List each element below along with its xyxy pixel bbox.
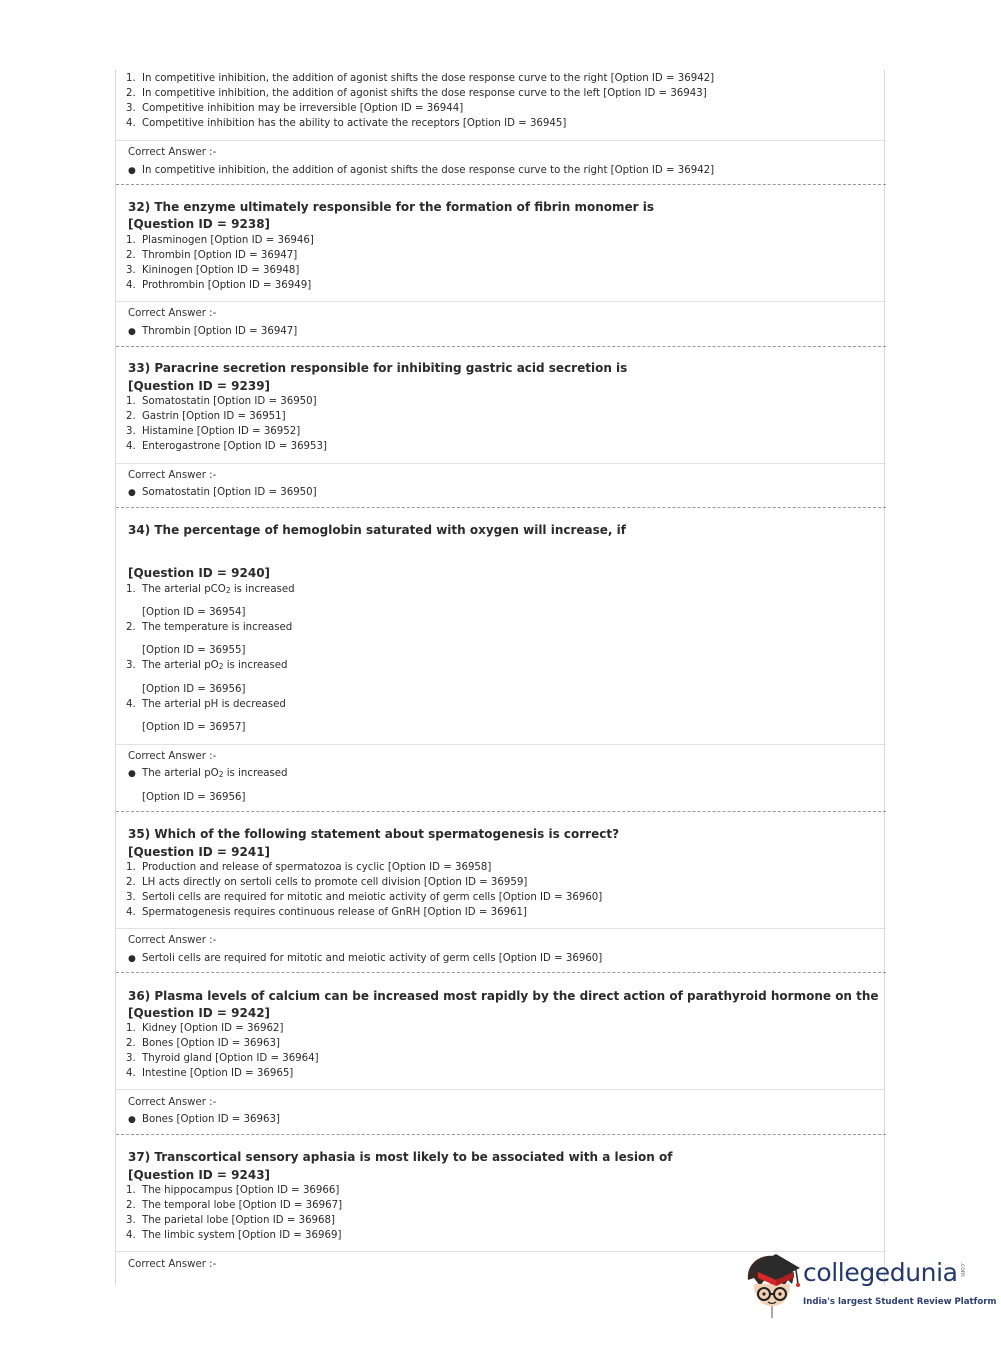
option-item: 3. Histamine [Option ID = 36952]	[126, 426, 301, 437]
question-id: [Question ID = 9239]	[128, 379, 271, 393]
question-id: [Question ID = 9243]	[128, 1168, 271, 1182]
option-item: 3. Thyroid gland [Option ID = 36964]	[126, 1053, 319, 1064]
option-item: 2. Bones [Option ID = 36963]	[126, 1038, 280, 1049]
option-item: 3. The parietal lobe [Option ID = 36968]	[126, 1215, 335, 1226]
question-id: [Question ID = 9241]	[128, 845, 271, 859]
collegedunia-logo	[740, 1250, 997, 1320]
bullet-icon: ●	[128, 488, 136, 498]
option-item: 1. The hippocampus [Option ID = 36966]	[126, 1185, 340, 1196]
divider	[116, 463, 886, 464]
divider	[116, 928, 886, 929]
question-title: 32) The enzyme ultimately responsible for the formation of fibrin monomer is	[128, 200, 655, 214]
option-item: 1. Plasminogen [Option ID = 36946]	[126, 235, 314, 246]
question-title: 33) Paracrine secretion responsible for inhibiting gastric acid secretion is	[128, 361, 628, 375]
brand-name: collegedunia	[803, 1258, 958, 1287]
question-divider	[116, 346, 886, 347]
question-title: 34) The percentage of hemoglobin saturated with oxygen will increase, if	[128, 523, 626, 537]
question-divider	[116, 811, 886, 812]
option-item: 4. Spermatogenesis requires continuous release of GnRH [Option ID = 36961]	[126, 907, 528, 918]
option-id: [Option ID = 36955]	[142, 645, 246, 656]
correct-answer: ● Sertoli cells are required for mitotic and meiotic activity of germ cells [Option ID = 36960]	[128, 953, 603, 964]
option-item: 2. Thrombin [Option ID = 36947]	[126, 250, 298, 261]
option-item: 3. Competitive inhibition may be irreversible [Option ID = 36944]	[126, 103, 464, 114]
option-item: 3. The arterial $pO_2$ is increased	[126, 660, 288, 671]
option-item: 2. The temperature is increased	[126, 622, 293, 633]
option-item: 4. Enterogastrone [Option ID = 36953]	[126, 441, 327, 452]
correct-answer: ● Somatostatin [Option ID = 36950]	[128, 487, 317, 498]
option-id: [Option ID = 36957]	[142, 722, 246, 733]
divider	[116, 1089, 886, 1090]
question-divider	[116, 1134, 886, 1135]
question-title: 36) Plasma levels of calcium can be increased most rapidly by the direct action of parathyroid hormone on the	[128, 989, 879, 1003]
option-item: 2. In competitive inhibition, the addition of agonist shifts the dose response curve to the left [Option ID = 36943]	[126, 88, 707, 99]
question-divider	[116, 184, 886, 185]
correct-answer: ● The arterial $pO_2$ is increased	[128, 768, 288, 779]
divider	[116, 140, 886, 141]
option-item: 2. LH acts directly on sertoli cells to promote cell division [Option ID = 36959]	[126, 877, 528, 888]
correct-answer-label: Correct Answer :-	[128, 147, 217, 158]
option-item: 1. The arterial pCO$_2$ is increased	[126, 584, 295, 595]
question-sheet	[115, 70, 885, 1285]
option-item: 1. Kidney [Option ID = 36962]	[126, 1023, 284, 1034]
option-id: [Option ID = 36954]	[142, 607, 246, 618]
option-item: 4. Intestine [Option ID = 36965]	[126, 1068, 294, 1079]
correct-answer-label: Correct Answer :-	[128, 308, 217, 319]
option-item: 3. Sertoli cells are required for mitotic and meiotic activity of germ cells [Option ID = 36960]	[126, 892, 603, 903]
option-item: 1. Somatostatin [Option ID = 36950]	[126, 396, 317, 407]
correct-answer: ● In competitive inhibition, the addition of agonist shifts the dose response curve to the right [Option ID = 36942]	[128, 165, 715, 176]
correct-answer-label: Correct Answer :-	[128, 751, 217, 762]
mascot-icon	[740, 1250, 802, 1320]
option-item: 4. Competitive inhibition has the ability to activate the receptors [Option ID = 36945]	[126, 118, 567, 129]
option-id: [Option ID = 36956]	[142, 792, 246, 803]
bullet-icon: ●	[128, 769, 136, 779]
question-id: [Question ID = 9242]	[128, 1006, 271, 1020]
bullet-icon: ●	[128, 327, 136, 337]
option-item: 1. In competitive inhibition, the addition of agonist shifts the dose response curve to the right [Option ID = 36942]	[126, 73, 715, 84]
option-item: 4. Prothrombin [Option ID = 36949]	[126, 280, 312, 291]
question-title: 35) Which of the following statement about spermatogenesis is correct?	[128, 827, 620, 841]
question-id: [Question ID = 9238]	[128, 217, 271, 231]
correct-answer-label: Correct Answer :-	[128, 1259, 217, 1270]
divider	[116, 301, 886, 302]
brand-tld: .com	[959, 1262, 966, 1277]
correct-answer-label: Correct Answer :-	[128, 1097, 217, 1108]
option-item: 4. The limbic system [Option ID = 36969]	[126, 1230, 342, 1241]
option-item: 1. Production and release of spermatozoa is cyclic [Option ID = 36958]	[126, 862, 492, 873]
question-divider	[116, 507, 886, 508]
question-id: [Question ID = 9240]	[128, 566, 271, 580]
option-item: 2. The temporal lobe [Option ID = 36967]	[126, 1200, 343, 1211]
bullet-icon: ●	[128, 954, 136, 964]
bullet-icon: ●	[128, 166, 136, 176]
divider	[116, 744, 886, 745]
correct-answer-label: Correct Answer :-	[128, 470, 217, 481]
option-item: 4. The arterial pH is decreased	[126, 699, 286, 710]
question-divider	[116, 972, 886, 973]
correct-answer: ● Thrombin [Option ID = 36947]	[128, 326, 298, 337]
option-id: [Option ID = 36956]	[142, 684, 246, 695]
correct-answer-label: Correct Answer :-	[128, 935, 217, 946]
option-item: 2. Gastrin [Option ID = 36951]	[126, 411, 286, 422]
option-item: 3. Kininogen [Option ID = 36948]	[126, 265, 300, 276]
correct-answer: ● Bones [Option ID = 36963]	[128, 1114, 280, 1125]
bullet-icon: ●	[128, 1115, 136, 1125]
question-title: 37) Transcortical sensory aphasia is most likely to be associated with a lesion of	[128, 1150, 673, 1164]
brand-tagline: India's largest Student Review Platform	[803, 1297, 997, 1307]
